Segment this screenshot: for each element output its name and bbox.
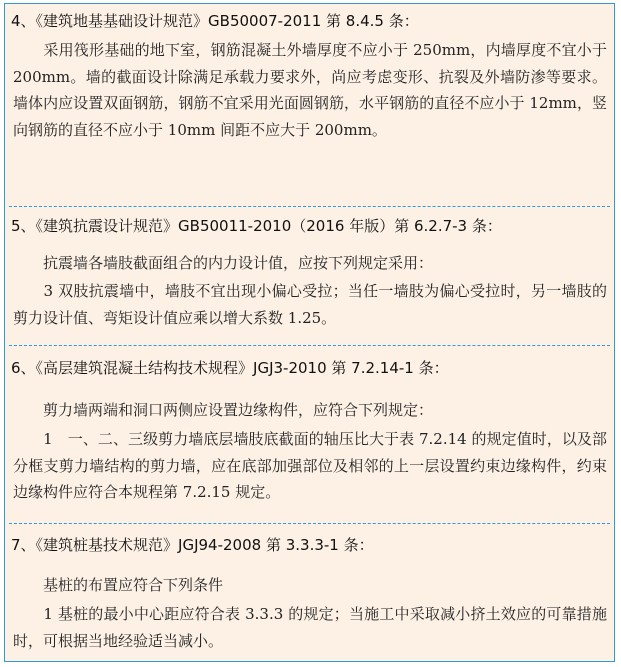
section-7-paragraph-1: 基桩的布置应符合下列条件 (13, 576, 224, 594)
section-6-paragraph-2: 1 一、二、三级剪力墙底层墙肢底截面的轴压比大于表 7.2.14 的规定值时，以及部分框支剪力墙结构的剪力墙，应在底部加强部位及相邻的上一层设置约束边缘构件，约束边缘构件应符合本规程第 7.2.15 规定。 (13, 430, 607, 501)
section-7-paragraph-2: 1 基桩的最小中心距应符合表 3.3.3 的规定；当施工中采取减小挤土效应的可靠措施时，可根据当地经验适当减小。 (13, 605, 607, 650)
section-divider (9, 523, 610, 524)
section-heading-4: 4、《建筑地基基础设计规范》GB50007-2011 第 8.4.5 条： (11, 12, 419, 30)
section-divider (9, 206, 610, 207)
section-heading-7: 7、《建筑桩基技术规范》JGJ94-2008 第 3.3.3-1 条： (11, 536, 374, 554)
section-heading-6: 6、《高层建筑混凝土结构技术规程》JGJ3-2010 第 7.2.14-1 条： (11, 359, 449, 377)
section-divider (9, 345, 610, 346)
section-5-paragraph-2: 3 双肢抗震墙中，墙肢不宜出现小偏心受拉；当任一墙肢为偏心受拉时，另一墙肢的剪力设计值、弯矩设计值应乘以增大系数 1.25。 (13, 282, 607, 327)
section-heading-5: 5、《建筑抗震设计规范》GB50011-2010（2016 年版）第 6.2.7-3 条： (11, 217, 502, 235)
section-6-paragraph-1: 剪力墙两端和洞口两侧应设置边缘构件，应符合下列规定： (13, 401, 434, 419)
section-4-paragraph-1: 采用筏形基础的地下室，钢筋混凝土外墙厚度不应小于 250mm，内墙厚度不宜小于 200mm。墙的截面设计除满足承载力要求外，尚应考虑变形、抗裂及外墙防渗等要求。墙体内应设置双面钢筋，钢筋不宜采用光面圆钢筋，水平钢筋的直径不应小于 12mm，竖向钢筋的直径不应小于 10mm 间距不应大于 200mm。 (13, 41, 607, 139)
document-page (4, 3, 615, 662)
section-5-paragraph-1: 抗震墙各墙肢截面组合的内力设计值，应按下列规定采用： (13, 254, 434, 272)
